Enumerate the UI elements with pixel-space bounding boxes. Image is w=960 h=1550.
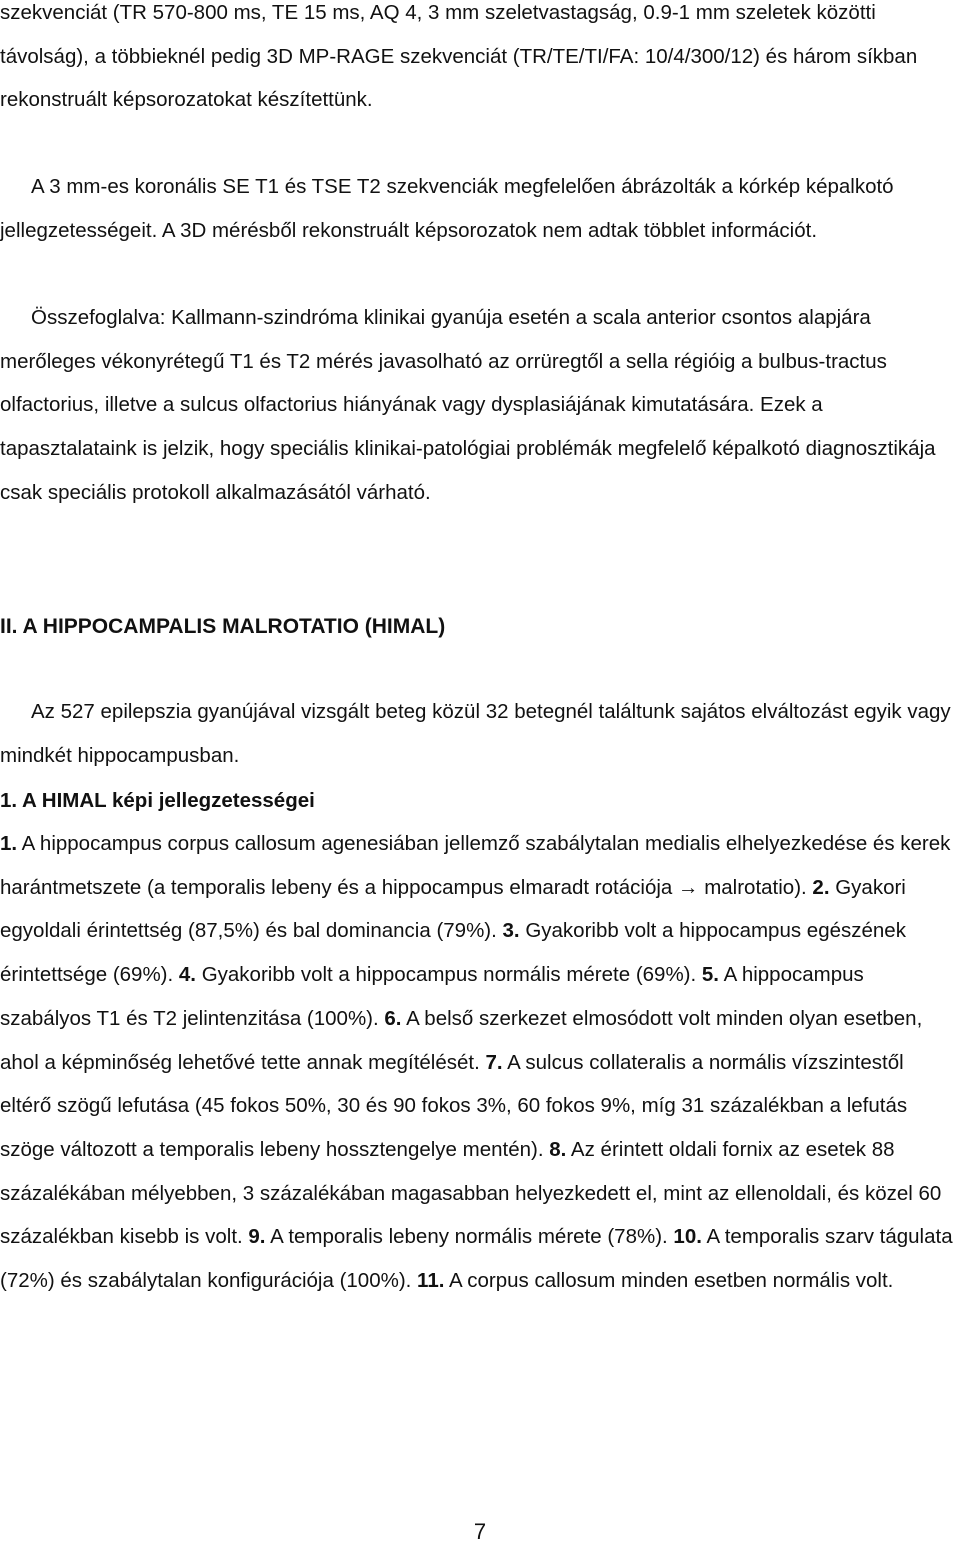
finding-number: 8. [549,1137,567,1161]
finding-number: 3. [502,919,520,943]
paragraph-sequence-evaluation [0,165,960,252]
section-heading: II. A HIPPOCAMPALIS MALROTATIO (HIMAL) [0,615,446,638]
subsection-heading: 1. A HIMAL képi jellegzetességei [0,789,315,812]
finding-text: A hippocampus szabályos T1 és T2 jelintenzitása (100%). [0,963,864,1030]
finding-text: Az érintett oldali fornix az esetek 88 százalékában mélyebben, 3 százalékában magasabban helyezkedett el, mint az ellenoldali, és közel 60 százalékban kisebb is volt. [0,1137,942,1249]
finding-text: malrotatio). [698,875,813,899]
paragraph-text: szekvenciát (TR 570-800 ms, TE 15 ms, AQ 4, 3 mm szeletvastagság, 0.9-1 mm szeletek közötti távolság), a többieknél pedig 3D MP-RAGE szekvenciát (TR/TE/TI/FA: 10/4/300/12) és három síkban rekonstruált képsorozatokat készítettünk. [0,1,918,112]
finding-number: 5. [701,963,720,987]
arrow-icon: → [678,875,699,899]
paragraph-text: Az 527 epilepszia gyanújával vizsgált beteg közül 32 betegnél találtunk sajátos elváltozást egyik vagy mindkét hippocampusban. [0,700,951,767]
finding-text: A temporalis szarv tágulata (72%) és szabálytalan konfigurációja (100%). [0,1225,953,1293]
finding-text: A temporalis lebeny normális mérete (78%). [265,1225,674,1249]
paragraph-mri-protocol [0,0,960,122]
finding-text: A hippocampus corpus callosum agenesiában jellemző szabálytalan medialis elhelyezkedése és kerek harántmetszete (a temporalis lebeny és a hippocampus elmaradt rotációja [0,832,951,899]
finding-number: 1. [0,832,18,855]
paragraph-summary [0,296,960,515]
finding-number: 7. [485,1050,503,1074]
paragraph-himal-intro [0,690,960,777]
finding-number: 4. [178,963,197,987]
finding-text: Gyakori egyoldali érintettség (87,5%) és bal dominancia (79%). [0,875,906,943]
finding-text: A corpus callosum minden esetben normális volt. [444,1269,894,1293]
paragraph-himal-findings [0,822,960,1303]
finding-text: Gyakoribb volt a hippocampus normális mérete (69%). [196,963,702,987]
finding-text: A sulcus collateralis a normális vízszintestől eltérő szögű lefutása (45 fokos 50%, 30 és 90 fokos 3%, 60 fokos 9%, míg 31 százalékban a lefutás szöge változott a temporalis lebeny hossztengelye mentén). [0,1050,908,1161]
finding-number: 10. [673,1225,702,1249]
finding-text: Gyakoribb volt a hippocampus egészének érintettsége (69%). [0,919,906,987]
finding-number: 2. [812,875,830,899]
paragraph-text: A 3 mm-es koronális SE T1 és TSE T2 szekvenciák megfelelően ábrázolták a kórkép képalkotó jellegzetességeit. A 3D mérésből rekonstruált képsorozatok nem adtak többlet információt. [0,175,894,242]
finding-number: 6. [384,1006,402,1030]
page-number: 7 [473,1519,487,1544]
finding-text: A belső szerkezet elmosódott volt minden olyan esetben, ahol a képminőség lehetővé tette annak megítélését. [0,1006,923,1074]
finding-number: 11. [417,1269,445,1293]
finding-number: 9. [248,1225,266,1249]
paragraph-text: Összefoglalva: Kallmann-szindróma klinikai gyanúja esetén a scala anterior csontos alapjára merőleges vékonyrétegű T1 és T2 mérés javasolható az orrüregtől a sella régióig a bulbus-tractus olfactorius, illetve a sulcus olfactorius hiányának vagy dysplasiájának kimutatására. Ezek a tapasztalataink is jelzik, hogy speciális klinikai-patológiai problémák megfelelő képalkotó diagnosztikája csak speciális protokoll alkalmazásától várható. [0,306,936,504]
